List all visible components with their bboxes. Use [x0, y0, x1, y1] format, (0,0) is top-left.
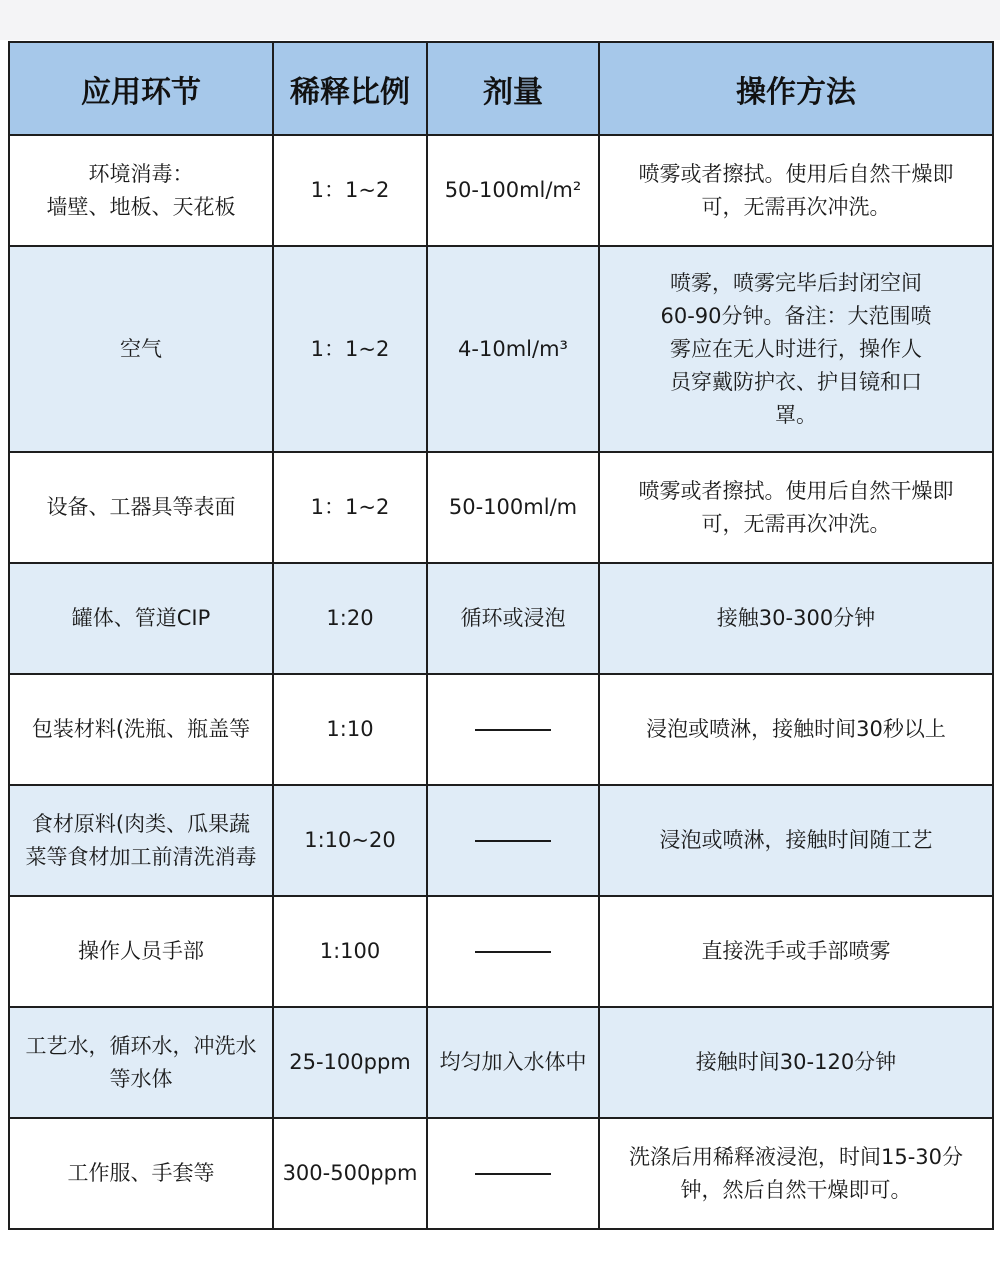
cell-ratio: 1:100	[273, 896, 427, 1007]
table-header-row	[9, 42, 993, 135]
cell-dose: 50-100ml/m	[427, 452, 599, 563]
cell-method: 接触30-300分钟	[599, 563, 993, 674]
cell-stage: 空气	[9, 246, 273, 452]
cell-stage: 包装材料(洗瓶、瓶盖等	[9, 674, 273, 785]
cell-ratio: 1：1~2	[273, 135, 427, 246]
table-row	[9, 1007, 993, 1118]
top-margin-band	[0, 0, 1000, 40]
cell-method: 喷雾或者擦拭。使用后自然干燥即 可，无需再次冲洗。	[599, 135, 993, 246]
cell-stage: 食材原料(肉类、瓜果蔬 菜等食材加工前清洗消毒	[9, 785, 273, 896]
cell-stage: 设备、工器具等表面	[9, 452, 273, 563]
cell-dose: 均匀加入水体中	[427, 1007, 599, 1118]
cell-dose	[427, 896, 599, 1007]
cell-method: 直接洗手或手部喷雾	[599, 896, 993, 1007]
cell-ratio: 1：1~2	[273, 452, 427, 563]
table-row	[9, 896, 993, 1007]
cell-method: 喷雾，喷雾完毕后封闭空间 60-90分钟。备注：大范围喷 雾应在无人时进行，操作人 员穿戴防护衣、护目镜和口 罩。	[599, 246, 993, 452]
cell-ratio: 1：1~2	[273, 246, 427, 452]
cell-stage: 罐体、管道CIP	[9, 563, 273, 674]
cell-method: 浸泡或喷淋，接触时间30秒以上	[599, 674, 993, 785]
cell-stage: 环境消毒： 墙壁、地板、天花板	[9, 135, 273, 246]
table-row	[9, 674, 993, 785]
cell-method: 接触时间30-120分钟	[599, 1007, 993, 1118]
dash-icon	[475, 729, 551, 731]
dilution-table	[8, 41, 994, 1230]
cell-method: 喷雾或者擦拭。使用后自然干燥即 可，无需再次冲洗。	[599, 452, 993, 563]
cell-dose	[427, 1118, 599, 1229]
cell-ratio: 25-100ppm	[273, 1007, 427, 1118]
cell-dose: 4-10ml/m³	[427, 246, 599, 452]
header-method: 操作方法	[599, 42, 993, 135]
cell-ratio: 1:20	[273, 563, 427, 674]
cell-stage: 工作服、手套等	[9, 1118, 273, 1229]
header-ratio: 稀释比例	[273, 42, 427, 135]
table-row	[9, 785, 993, 896]
table-row	[9, 563, 993, 674]
dash-icon	[475, 840, 551, 842]
cell-stage: 工艺水，循环水，冲洗水 等水体	[9, 1007, 273, 1118]
cell-dose	[427, 785, 599, 896]
dash-icon	[475, 951, 551, 953]
cell-ratio: 1:10	[273, 674, 427, 785]
cell-dose: 50-100ml/m²	[427, 135, 599, 246]
cell-ratio: 1:10~20	[273, 785, 427, 896]
table-row	[9, 135, 993, 246]
cell-ratio: 300-500ppm	[273, 1118, 427, 1229]
table-row	[9, 1118, 993, 1229]
header-dose: 剂量	[427, 42, 599, 135]
cell-stage: 操作人员手部	[9, 896, 273, 1007]
cell-method: 洗涤后用稀释液浸泡，时间15-30分 钟，然后自然干燥即可。	[599, 1118, 993, 1229]
cell-dose: 循环或浸泡	[427, 563, 599, 674]
cell-dose	[427, 674, 599, 785]
table-row	[9, 452, 993, 563]
cell-method: 浸泡或喷淋，接触时间随工艺	[599, 785, 993, 896]
dash-icon	[475, 1173, 551, 1175]
table-row	[9, 246, 993, 452]
header-stage: 应用环节	[9, 42, 273, 135]
